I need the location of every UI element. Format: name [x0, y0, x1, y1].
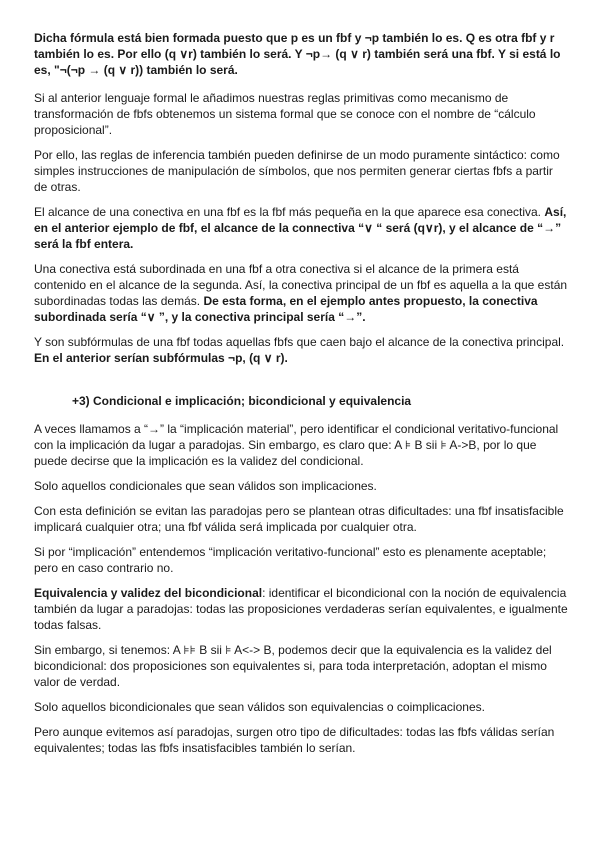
paragraph-equivalence	[34, 585, 568, 633]
paragraph-material-implication	[34, 421, 568, 469]
section-heading: +3) Condicional e implicación; bicondicional y equivalencia	[72, 394, 412, 408]
paragraph-other-difficulties	[34, 724, 568, 756]
paragraph-well-formed-bold: Dicha fórmula está bien formada puesto que p es un fbf y ¬p también lo es. Q es otra fbf y r también lo es. Por ello (q ∨r) también lo será. Y ¬p→ (q ∨ r) también será una fbf. Y si está lo es, "¬(¬p → (q ∨ r)) también lo será.	[34, 31, 561, 77]
paragraph-biconditional-validity	[34, 642, 568, 690]
paragraph-subformulas-text: Y son subfórmulas de una fbf todas aquellas fbfs que caen bajo el alcance de la conectiva principal.	[34, 335, 565, 349]
paragraph-equivalence-text: : identificar el bicondicional con la noción de equivalencia también da lugar a paradojas: todas las proposiciones verdaderas serían equivalentes, e igualmente todas falsas.	[34, 586, 568, 632]
paragraph-valid-biconditionals-text: Solo aquellos bicondicionales que sean válidos son equivalencias o coimplicaciones.	[34, 700, 485, 714]
paragraph-connective-scope	[34, 204, 568, 252]
paragraph-valid-conditionals	[34, 478, 568, 494]
paragraph-inference-rules	[34, 147, 568, 195]
paragraph-subformulas	[34, 334, 568, 366]
paragraph-equivalence-bold: Equivalencia y validez del bicondicional	[34, 586, 263, 600]
paragraph-subordinate-connective-bold: De esta forma, en el ejemplo antes propuesto, la conectiva subordinada sería “∨ ”, y la conectiva principal sería “→”.	[34, 294, 538, 324]
paragraph-difficulties-text: Con esta definición se evitan las paradojas pero se plantean otras dificultades: una fbf insatisfacible implicará cualquier otra; una fbf válida será implicada por cualquier otra.	[34, 504, 564, 534]
paragraph-material-implication-text: A veces llamamos a “→” la “implicación material”, pero identificar el condicional veritativo-funcional con la implicación da lugar a paradojas. Sin embargo, es claro que: A ⊧ B sii ⊧ A->B, por lo que puede decirse que la implicación es la validez del condicional.	[34, 422, 559, 468]
paragraph-inference-rules-text: Por ello, las reglas de inferencia también pueden definirse de un modo puramente sintáctico: como simples instrucciones de manipulación de símbolos, que nos permiten generar ciertas fbfs a partir de otras.	[34, 148, 560, 194]
paragraph-connective-scope-bold: Así, en el anterior ejemplo de fbf, el alcance de la connectiva “∨ “ será (q∨r), y el alcance de “→” será la fbf entera.	[34, 205, 567, 251]
paragraph-subordinate-connective	[34, 261, 568, 325]
paragraph-truth-functional-text: Si por “implicación” entendemos “implicación veritativo-funcional” esto es plenamente aceptable; pero en caso contrario no.	[34, 545, 547, 575]
paragraph-other-difficulties-text: Pero aunque evitemos así paradojas, surgen otro tipo de dificultades: todas las fbfs válidas serían equivalentes; todas las fbfs insatisfacibles también lo serían.	[34, 725, 555, 755]
paragraph-difficulties	[34, 503, 568, 535]
paragraph-connective-scope-text: El alcance de una conectiva en una fbf es la fbf más pequeña en la que aparece esa conectiva.	[34, 205, 542, 219]
paragraph-subordinate-connective-text: Una conectiva está subordinada en una fbf a otra conectiva si el alcance de la primera está contenido en el alcance de la segunda. Así, la conectiva principal de un fbf es aquella a la que están subordinadas todas las demás.	[34, 262, 568, 308]
paragraph-propositional-calculus-text: Si al anterior lenguaje formal le añadimos nuestras reglas primitivas como mecanismo de transformación de fbfs obtenemos un sistema formal que se conoce con el nombre de “cálculo proposicional”.	[34, 91, 536, 137]
paragraph-well-formed	[34, 30, 568, 78]
paragraph-truth-functional	[34, 544, 568, 576]
paragraph-subformulas-bold: En el anterior serían subfórmulas ¬p, (q ∨ r).	[34, 351, 288, 365]
paragraph-propositional-calculus	[34, 90, 568, 138]
paragraph-valid-conditionals-text: Solo aquellos condicionales que sean válidos son implicaciones.	[34, 479, 377, 493]
paragraph-valid-biconditionals	[34, 699, 568, 715]
document-page	[34, 30, 568, 765]
paragraph-biconditional-validity-text: Sin embargo, si tenemos: A ⊧⊧ B sii ⊧ A<-> B, podemos decir que la equivalencia es la validez del bicondicional: dos proposiciones son equivalentes si, para toda interpretación, adoptan el mismo valor de verdad.	[34, 643, 552, 689]
